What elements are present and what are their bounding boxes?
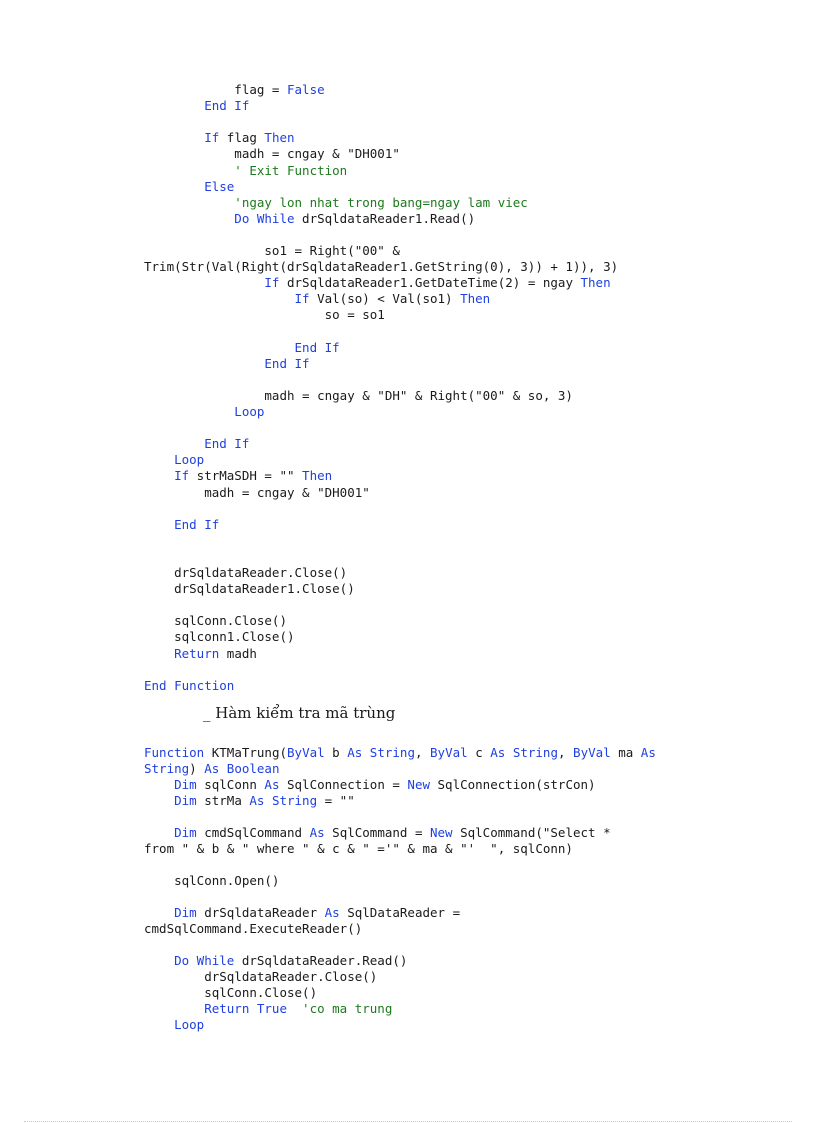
code-line xyxy=(144,356,310,372)
code-text: madh = cngay & "DH001" xyxy=(144,146,400,162)
code-text: KTMaTrung( xyxy=(204,745,288,760)
code-line xyxy=(144,388,573,404)
code-text: sqlConn xyxy=(196,777,265,792)
code-line xyxy=(144,163,347,179)
code-text: flag xyxy=(219,130,265,146)
code-line xyxy=(144,825,611,841)
code-keyword: Loop xyxy=(144,452,205,468)
code-keyword: Return xyxy=(144,645,220,661)
code-keyword: Do While xyxy=(144,953,235,968)
code-keyword: Loop xyxy=(144,1017,205,1032)
code-keyword: False xyxy=(287,82,325,97)
code-text: sqlconn1.Close() xyxy=(144,629,295,645)
code-line xyxy=(144,565,347,581)
code-keyword: Dim xyxy=(144,793,197,808)
code-keyword: String xyxy=(144,761,190,776)
code-keyword: Then xyxy=(302,468,333,484)
code-text: drSqldataReader1.Close() xyxy=(144,581,355,597)
code-keyword: Dim xyxy=(144,905,197,920)
code-text: SqlConnection(strCon) xyxy=(430,777,596,792)
code-text: drSqldataReader.Close() xyxy=(144,565,348,580)
code-line xyxy=(144,211,475,227)
code-keyword: End If xyxy=(144,516,220,532)
code-line xyxy=(144,517,219,533)
code-line xyxy=(144,953,407,969)
code-line xyxy=(144,1017,204,1033)
code-keyword: As String xyxy=(347,745,415,760)
code-keyword: If xyxy=(144,291,310,307)
code-text: so = so1 xyxy=(144,307,385,323)
code-text: madh = cngay & "DH001" xyxy=(144,484,370,500)
code-keyword: Loop xyxy=(144,404,265,419)
code-text: drSqldataReader.Close() xyxy=(144,969,378,984)
code-text: drSqldataReader xyxy=(196,905,325,920)
code-keyword: End If xyxy=(144,355,310,371)
code-text: flag = xyxy=(144,82,287,97)
code-text: madh = cngay & "DH" & Right("00" & so, 3) xyxy=(144,387,573,403)
section-heading: _ Hàm kiểm tra mã trùng xyxy=(203,704,396,722)
code-keyword: As String xyxy=(490,745,558,760)
code-keyword: End If xyxy=(144,98,250,114)
code-text: drSqldataReader1.Read() xyxy=(294,210,476,226)
code-keyword: If xyxy=(144,275,280,291)
code-keyword: Dim xyxy=(144,777,197,792)
code-keyword: Else xyxy=(144,178,235,194)
code-keyword: As xyxy=(640,745,656,760)
code-line xyxy=(144,243,400,259)
code-keyword: Then xyxy=(580,275,611,291)
code-line xyxy=(144,436,249,452)
code-text: = "" xyxy=(317,793,355,808)
code-text: SqlCommand = xyxy=(324,825,430,840)
code-text: Val(so) < Val(so1) xyxy=(309,291,461,307)
code-keyword: Then xyxy=(264,130,295,146)
code-line xyxy=(144,130,295,146)
code-keyword: Then xyxy=(460,291,491,307)
code-line xyxy=(144,452,204,468)
code-line xyxy=(144,485,370,501)
code-text: cmdSqlCommand xyxy=(196,825,310,840)
code-line xyxy=(144,646,257,662)
code-text: from " & b & " where " & c & " ='" & ma & "' ", sqlConn) xyxy=(144,841,573,856)
code-line xyxy=(144,745,656,761)
code-text: so1 = Right("00" & xyxy=(144,243,400,258)
code-line xyxy=(144,921,362,937)
code-line xyxy=(144,873,279,889)
code-text: sqlConn.Open() xyxy=(144,873,280,888)
code-keyword: If xyxy=(144,130,220,146)
code-keyword: New xyxy=(430,825,453,840)
code-keyword: End If xyxy=(144,436,250,452)
code-text: , xyxy=(414,745,431,760)
code-line xyxy=(144,195,528,211)
code-keyword: ByVal xyxy=(287,745,325,760)
code-line xyxy=(144,146,400,162)
code-text: b xyxy=(324,745,348,760)
code-line xyxy=(144,1001,392,1017)
code-keyword: As String xyxy=(249,793,318,808)
code-line xyxy=(144,761,279,777)
code-text: strMa xyxy=(196,793,250,808)
code-text: SqlConnection = xyxy=(279,777,408,792)
code-comment: 'ngay lon nhat trong bang=ngay lam viec xyxy=(144,194,528,210)
code-text: drSqldataReader.Read() xyxy=(234,953,408,968)
code-keyword: Do While xyxy=(144,210,295,226)
code-text: cmdSqlCommand.ExecuteReader() xyxy=(144,921,363,936)
code-text: Trim(Str(Val(Right(drSqldataReader1.GetString(0), 3)) + 1)), 3) xyxy=(144,259,619,275)
code-keyword: End If xyxy=(144,339,340,355)
code-keyword: As xyxy=(309,825,325,840)
code-line xyxy=(144,179,234,195)
code-line xyxy=(144,259,618,275)
code-text: c xyxy=(467,745,491,760)
code-text: SqlDataReader = xyxy=(339,905,461,920)
code-keyword: ByVal xyxy=(430,745,468,760)
code-line xyxy=(144,404,264,420)
code-comment: 'co ma trung xyxy=(287,1001,393,1016)
page-bottom-rule xyxy=(24,1121,792,1122)
code-text: ) xyxy=(189,761,205,776)
code-text: sqlConn.Close() xyxy=(144,613,287,629)
code-keyword: As xyxy=(324,905,340,920)
code-keyword: As xyxy=(264,777,280,792)
code-keyword: If xyxy=(144,468,190,484)
code-text: , xyxy=(557,745,574,760)
code-line xyxy=(144,291,490,307)
code-keyword: End Function xyxy=(144,677,235,693)
code-keyword: Dim xyxy=(144,825,197,840)
code-text: drSqldataReader1.GetDateTime(2) = ngay xyxy=(279,275,581,291)
code-text: ma xyxy=(610,745,641,760)
code-comment: ' Exit Function xyxy=(144,162,348,178)
code-line xyxy=(144,275,611,291)
code-line xyxy=(144,82,325,98)
code-keyword: Return True xyxy=(144,1001,287,1016)
code-line xyxy=(144,629,295,645)
code-keyword: As Boolean xyxy=(204,761,280,776)
code-line xyxy=(144,307,385,323)
code-line xyxy=(144,969,377,985)
code-text: SqlCommand("Select * xyxy=(452,825,611,840)
code-line xyxy=(144,613,287,629)
code-line xyxy=(144,905,460,921)
code-line xyxy=(144,468,332,484)
code-line xyxy=(144,841,573,857)
code-keyword: ByVal xyxy=(573,745,611,760)
code-line xyxy=(144,340,340,356)
code-line xyxy=(144,985,317,1001)
code-line xyxy=(144,581,355,597)
code-keyword: New xyxy=(407,777,430,792)
code-line xyxy=(144,793,355,809)
code-text: strMaSDH = "" xyxy=(189,468,303,484)
code-text: sqlConn.Close() xyxy=(144,985,318,1000)
code-keyword: Function xyxy=(144,745,205,760)
code-line xyxy=(144,98,249,114)
code-text: madh xyxy=(219,645,257,661)
code-line xyxy=(144,678,234,694)
code-line xyxy=(144,777,596,793)
